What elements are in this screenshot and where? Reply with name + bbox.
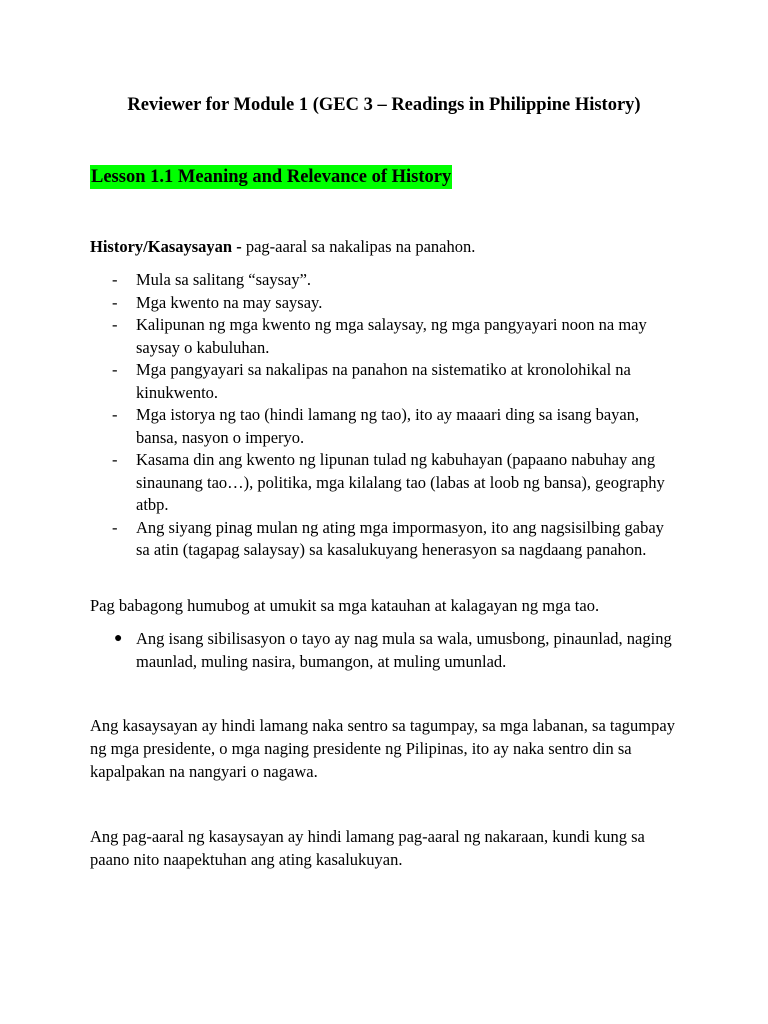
list-item	[90, 269, 680, 292]
dash-marker: -	[112, 292, 118, 312]
list-item-text: Ang siyang pinag mulan ng ating mga impormasyon, ito ang nagsisilbing gabay sa atin (tagapag salaysay) sa kasalukuyang henerasyon sa nagdaang panahon.	[136, 517, 664, 559]
bullet-icon: ●	[114, 631, 123, 646]
dash-list	[90, 269, 680, 562]
paragraph-3: Ang pag-aaral ng kasaysayan ay hindi lamang pag-aaral ng nakaraan, kundi kung sa paano nito naapektuhan ang ating kasalukuyan.	[90, 827, 645, 869]
lesson-heading: Lesson 1.1 Meaning and Relevance of History	[91, 167, 452, 187]
dash-marker: -	[112, 315, 118, 334]
definition-line	[90, 236, 475, 258]
dash-marker: -	[112, 517, 118, 537]
definition-text: pag-aaral sa nakalipas na panahon.	[241, 237, 476, 256]
list-item-text: Mga istorya ng tao (hindi lamang ng tao), ito ay maaari ding sa isang bayan, bansa, nasyon o imperyo.	[136, 405, 640, 447]
list-item	[90, 314, 680, 359]
list-item-text: Mga kwento na may saysay.	[136, 292, 323, 312]
list-item	[90, 627, 680, 673]
bullet-list	[90, 627, 680, 673]
list-item	[90, 359, 680, 404]
list-item	[90, 404, 680, 449]
list-item	[90, 517, 680, 562]
dash-marker: -	[112, 405, 118, 424]
list-item-text: Kasama din ang kwento ng lipunan tulad ng kabuhayan (papaano nabuhay ang sinaunang tao…), politika, mga kilalang tao (labas at loob ng bansa), geography atbp.	[136, 450, 665, 514]
paragraph-2: Ang kasaysayan ay hindi lamang naka sentro sa tagumpay, sa mga labanan, sa tagumpay ng mga presidente, o mga naging presidente ng Pilipinas, ito ay naka sentro din sa kapalpakan na nangyari o nagawa.	[90, 716, 675, 781]
dash-marker: -	[112, 450, 118, 469]
list-item-text: Mga pangyayari sa nakalipas na panahon na sistematiko at kronolohikal na kinukwento.	[136, 360, 631, 402]
dash-marker: -	[112, 360, 118, 379]
paragraph-1: Pag babagong humubog at umukit sa mga katauhan at kalagayan ng mga tao.	[90, 596, 600, 615]
list-item-text: Mula sa salitang “saysay”.	[136, 270, 312, 289]
dash-marker: -	[112, 270, 118, 289]
definition-term: History/Kasaysayan -	[90, 237, 242, 256]
document-title: Reviewer for Module 1 (GEC 3 – Readings in Philippine History)	[127, 95, 641, 115]
list-item-text: Kalipunan ng mga kwento ng mga salaysay, ng mga pangyayari noon na may saysay o kabuluhan.	[136, 315, 647, 357]
list-item-text: Ang isang sibilisasyon o tayo ay nag mula sa wala, umusbong, pinaunlad, naging maunlad, muling nasira, bumangon, at muling umunlad.	[136, 629, 672, 671]
list-item	[90, 449, 680, 517]
list-item	[90, 292, 680, 315]
